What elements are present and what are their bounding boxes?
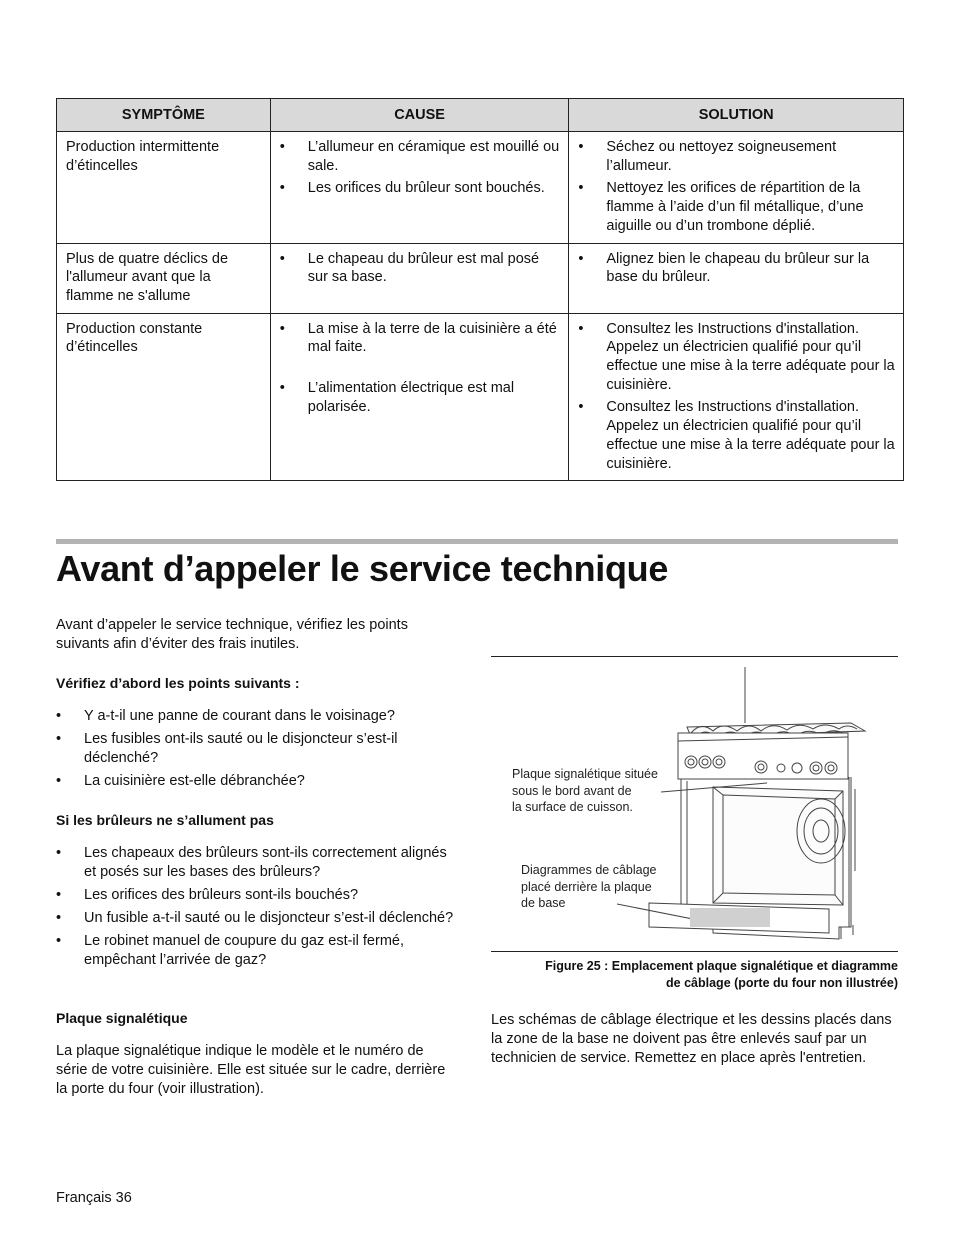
table-row [57, 132, 904, 244]
page-footer: Français 36 [56, 1190, 132, 1206]
cause-item: • Les orifices du brûleur sont bouchés. [280, 179, 561, 198]
list-item: • Les orifices des brûleurs sont-ils bouchés? [56, 886, 456, 905]
plate-text: La plaque signalétique indique le modèle et le numéro de série de votre cuisinière. Elle est située sur le cadre, derrière la porte du four (voir illustration). [56, 1043, 446, 1097]
table-row [57, 243, 904, 313]
cause-item: • L’allumeur en céramique est mouillé ou sale. [280, 138, 561, 175]
cause-item: • La mise à la terre de la cuisinière a été mal faite. [280, 320, 561, 357]
table-header-row [57, 99, 904, 132]
cause-cell [270, 313, 569, 481]
list-item: • La cuisinière est-elle débranchée? [56, 772, 456, 791]
burner-heading: Si les brûleurs ne s’allument pas [56, 812, 274, 828]
header-symptom: SYMPTÔME [57, 99, 271, 132]
symptom-cell: Plus de quatre déclics de l'allumeur avant que la flamme ne s'allume [57, 243, 271, 313]
solution-item: • Alignez bien le chapeau du brûleur sur la base du brûleur. [578, 250, 895, 287]
section-title: Avant d’appeler le service technique [56, 548, 669, 589]
section-divider [56, 539, 898, 544]
header-cause: CAUSE [270, 99, 569, 132]
burner-list [56, 844, 456, 974]
figure-bottom-rule [491, 951, 898, 952]
troubleshooting-table [56, 98, 904, 481]
intro-text: Avant d’appeler le service technique, vérifiez les points suivants afin d’éviter des frais inutiles. [56, 617, 408, 652]
header-solution: SOLUTION [569, 99, 904, 132]
wiring-diagram-area [690, 908, 770, 927]
list-item: • Le robinet manuel de coupure du gaz est-il fermé, empêchant l’arrivée de gaz? [56, 932, 456, 970]
figure-caption: Figure 25 : Emplacement plaque signalétique et diagramme de câblage (porte du four non illustrée) [545, 959, 898, 990]
cause-cell [270, 243, 569, 313]
wiring-note: Les schémas de câblage électrique et les dessins placés dans la zone de la base ne doivent pas être enlevés sauf par un technicien de service. Remettez en place après l'entretien. [491, 1012, 892, 1066]
symptom-cell: Production intermittente d’étincelles [57, 132, 271, 244]
symptom-cell: Production constante d’étincelles [57, 313, 271, 481]
list-item: • Les fusibles ont-ils sauté ou le disjoncteur s’est-il déclenché? [56, 730, 456, 768]
callout-plate: Plaque signalétique située sous le bord avant de la surface de cuisson. [512, 767, 658, 814]
plate-heading: Plaque signalétique [56, 1010, 188, 1026]
check-heading: Vérifiez d’abord les points suivants : [56, 675, 300, 691]
callout-wiring: Diagrammes de câblage placé derrière la plaque de base [521, 863, 657, 910]
solution-item: • Consultez les Instructions d'installation. Appelez un électricien qualifié pour qu’il effectue une mise à la terre adéquate pour la cuisinière. [578, 398, 895, 473]
solution-item: • Consultez les Instructions d'installation. Appelez un électricien qualifié pour qu’il effectue une mise à la terre adéquate pour la cuisinière. [578, 320, 895, 395]
solution-cell [569, 313, 904, 481]
list-item: • Y a-t-il une panne de courant dans le voisinage? [56, 707, 456, 726]
solution-cell [569, 132, 904, 244]
cause-item: • L’alimentation électrique est mal polarisée. [280, 379, 561, 416]
list-item: • Un fusible a-t-il sauté ou le disjoncteur s’est-il déclenché? [56, 909, 456, 928]
cause-item: • Le chapeau du brûleur est mal posé sur sa base. [280, 250, 561, 287]
solution-item: • Séchez ou nettoyez soigneusement l’allumeur. [578, 138, 895, 175]
solution-cell [569, 243, 904, 313]
list-item: • Les chapeaux des brûleurs sont-ils correctement alignés et posés sur les bases des brûleurs? [56, 844, 456, 882]
cause-cell [270, 132, 569, 244]
table-row [57, 313, 904, 481]
solution-item: • Nettoyez les orifices de répartition de la flamme à l’aide d’un fil métallique, d’une aiguille ou d’un trombone déplié. [578, 179, 895, 235]
check-list [56, 707, 456, 795]
